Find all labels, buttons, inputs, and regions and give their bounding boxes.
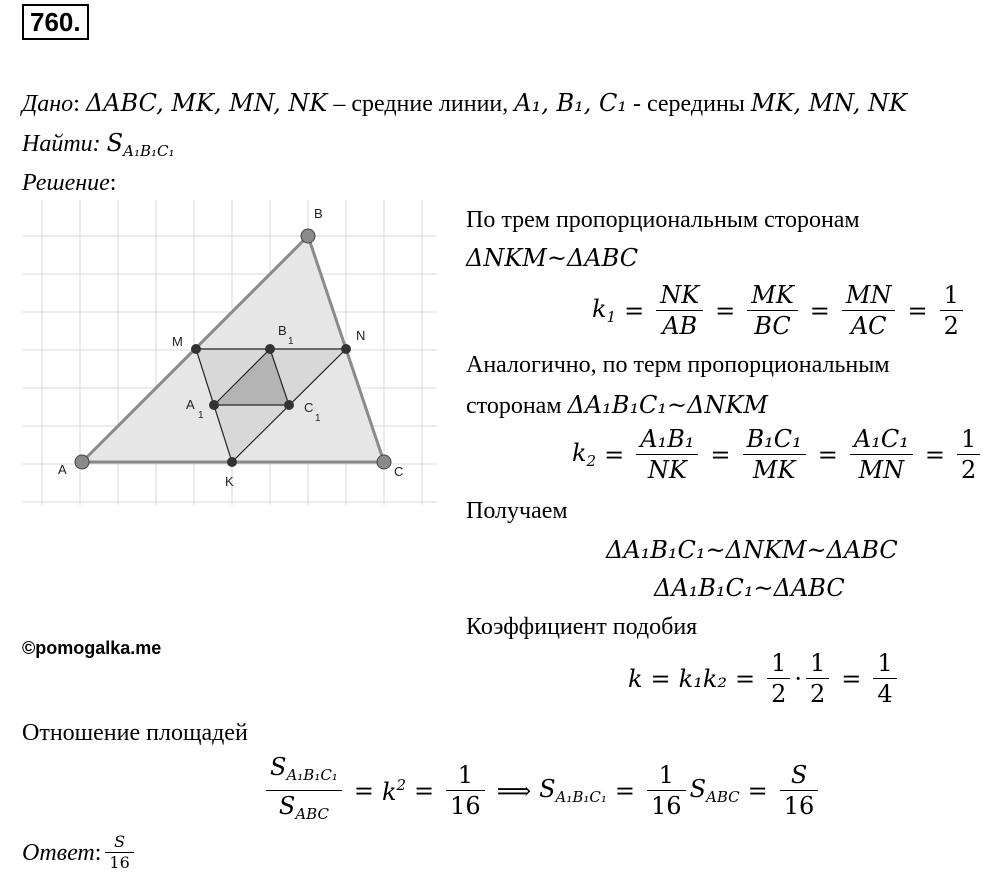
k-frac-b [806,648,829,709]
ratio-k2 [382,776,406,806]
find-label: Найти: [22,131,101,157]
ratio-k: k [381,777,397,806]
k2-f1-num: A₁B₁ [640,425,695,453]
find-value [106,129,175,160]
k2-f3-num: A₁C₁ [853,425,909,453]
label-c: C [394,464,404,479]
k-frac-b-num: 1 [810,649,826,677]
given-label: Дано [22,91,74,117]
point-c [377,455,391,469]
label-b1: B [278,323,287,338]
given-colon: : [73,91,80,117]
ratio-s-main: S [539,775,556,803]
k-frac-b-den: 2 [806,678,829,709]
given-midpoints-of: MK, MN, NK [750,89,907,117]
rc-line-7: ΔA₁B₁C₁~ΔABC [654,574,845,602]
given-midpoints-text: - середины [626,91,751,117]
k-equation: k = k₁k₂ = $\frac{1}{2}$ · $\frac{1}{2}$ = $\frac{1}{4}$ [628,648,901,709]
ratio-num-sub: A₁B₁C₁ [286,766,338,784]
k-frac-a [767,648,790,709]
k1-lhs-k: k [592,295,607,323]
rc-line-1: По трем пропорциональным сторонам [466,207,860,233]
label-b: B [314,206,323,221]
implies-arrow: ⟹ [496,776,532,805]
label-a1-sub: 1 [198,410,204,421]
given-midlines-text: – средние линии, [327,91,515,117]
ratio-b-num: 1 [658,761,674,789]
rc-line-2: ΔNKM~ΔABC [466,244,639,272]
k-frac-a-num: 1 [771,649,787,677]
point-k [227,457,237,467]
rc-line-4 [466,390,768,421]
find-line [22,128,174,166]
point-b [301,229,315,243]
ratio-b-den: 16 [647,790,686,821]
ratio-frac-num [266,752,342,790]
ratio-s2-sub: ABC [706,788,740,806]
label-c1: C [304,400,314,415]
k1-equation: $k_1$ = $\frac{NK}{AB}$ = $\frac{MK}{BC}$ = $\frac{MN}{AC}$ = $\frac{1}{2}$ [592,280,967,341]
k2-result [957,424,980,485]
rc-line-4-math: ΔA₁B₁C₁~ΔNKM [567,391,768,419]
k2-f2-num: B₁C₁ [746,425,802,453]
ratio-den-s: S [278,792,296,820]
ratio-s2-main: S [689,775,707,803]
point-a [75,455,89,469]
ratio-c-den: 16 [780,790,819,821]
point-m [191,344,201,354]
k-product: k₁k₂ [678,664,727,693]
k1-f1-den: AB [656,310,703,341]
label-b1-sub: 1 [288,336,294,347]
ratio-frac-c [780,760,819,821]
problem-number: 760. [22,4,89,40]
k1-f3-num: MN [845,281,892,309]
k-dot: · [794,664,803,693]
k2-lhs-sub: 2 [586,452,597,470]
ratio-k-sup: 2 [396,775,407,794]
find-value-sub: A₁B₁C₁ [123,142,175,160]
solution-colon: : [109,170,117,196]
k2-f2-den: MK [743,454,806,485]
solution-label [22,168,116,198]
area-ratio-equation: $\frac{S_{A_1B_1C_1}}{S_{ABC}}$ = $k^2$ = $\frac{1}{16}$ ⟹ $S_{A_1B_1C_1}$ = $\frac{1}{16}$ $S_{ABC}$ = $\frac{S}{16}$ [262,752,822,829]
rc-line-8: Коэффициент подобия [466,614,698,640]
triangle-figure [22,200,442,510]
k1-frac-1 [656,280,703,341]
ratio-s-abc [690,775,740,806]
ratio-frac-a [446,760,485,821]
rc-line-4-text: сторонам [466,393,568,419]
k-lhs: k [628,664,643,693]
answer-label: Ответ [22,839,95,866]
k2-frac-3 [850,424,913,485]
ratio-a-num: 1 [457,761,474,789]
k2-frac-2 [743,424,806,485]
given-line [22,88,907,119]
ratio-label: Отношение площадей [22,720,248,746]
ratio-c-num: S [790,761,808,789]
k1-f1-num: NK [660,281,700,309]
k-result [873,648,896,709]
answer-colon: : [94,839,102,866]
k2-lhs-k: k [572,439,587,467]
k2-frac-1 [636,424,698,485]
rc-line-5: Получаем [466,498,568,524]
k1-f3-den: AC [842,310,896,341]
k1-lhs-sub: 1 [606,308,617,326]
k-result-num: 1 [877,649,893,677]
answer-line [22,832,138,873]
answer-num: S [114,832,126,851]
answer-den: 16 [105,852,133,873]
k1-f2-den: BC [747,310,798,341]
ratio-s [539,775,607,806]
k2-lhs [572,439,596,470]
k1-result [940,280,963,341]
ratio-frac [266,752,342,829]
k-frac-a-den: 2 [767,678,790,709]
k1-result-num: 1 [943,281,959,309]
point-a1 [209,400,219,410]
rc-line-6: ΔA₁B₁C₁~ΔNKM~ΔABC [606,536,898,564]
rc-line-3: Аналогично, по терм пропорциональным [466,352,890,378]
given-triangle-lines: ΔABC, MK, MN, NK [85,89,328,117]
k1-result-den: 2 [940,310,963,341]
k-result-den: 4 [873,678,896,709]
label-c1-sub: 1 [315,413,321,424]
k2-result-num: 1 [960,425,977,453]
point-b1 [265,344,275,354]
k2-result-den: 2 [957,454,980,485]
solution-label-text: Решение [22,170,110,196]
k2-f3-den: MN [850,454,913,485]
label-a: A [58,462,67,477]
ratio-frac-den [266,790,342,829]
ratio-s-sub: A₁B₁C₁ [555,788,607,806]
point-c1 [284,400,294,410]
point-n [341,344,351,354]
k2-equation: $k_2$ = $\frac{\text{A₁B₁}}{NK}$ = $\frac{\text{B₁C₁}}{MK}$ = $\frac{\text{A₁C₁}}{MN}$ = $\frac{1}{2}$ [572,424,984,485]
label-n: N [356,328,366,343]
site-credit: ©pomogalka.me [22,638,162,658]
k1-frac-3 [842,280,896,341]
given-midpoints: A₁, B₁, C₁ [514,89,627,117]
ratio-num-s: S [270,753,287,781]
ratio-den-sub: ABC [295,805,329,823]
k1-lhs [592,295,616,326]
label-a1: A [186,397,195,412]
ratio-a-den: 16 [446,790,485,821]
label-m: M [172,334,183,349]
k1-f2-num: MK [751,281,794,309]
find-value-s: S [106,129,124,157]
ratio-frac-b [647,760,686,821]
k2-f1-den: NK [636,454,698,485]
k1-frac-2 [747,280,798,341]
label-k: K [225,474,234,489]
answer-frac [105,832,133,873]
